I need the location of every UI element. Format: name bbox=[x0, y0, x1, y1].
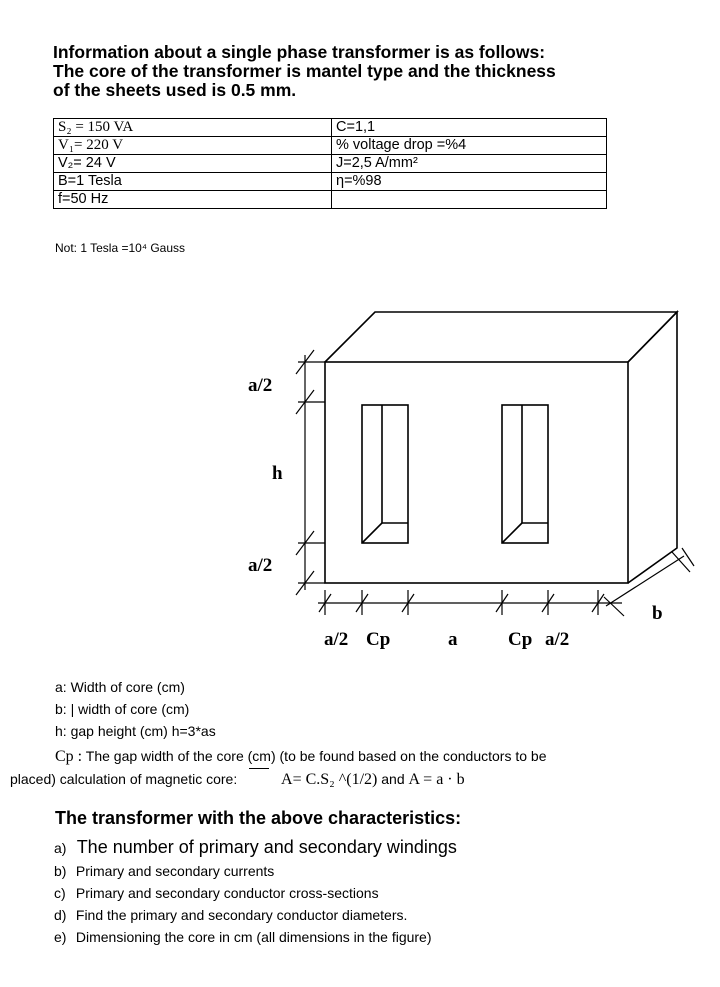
dimension-lines bbox=[296, 350, 694, 616]
core-top-face bbox=[325, 312, 677, 362]
task-text-c: Primary and secondary conductor cross-sections bbox=[75, 885, 379, 901]
label-bottom-cp-left: Cp bbox=[366, 629, 391, 650]
list-item bbox=[54, 904, 457, 926]
task-list bbox=[54, 834, 457, 948]
param-v2: V₂= 24 V bbox=[54, 155, 332, 173]
cp-definition bbox=[10, 745, 715, 791]
cp-text: The gap width of the core (cm) (to be found based on the conductors to be bbox=[85, 748, 547, 764]
param-f: f=50 Hz bbox=[54, 191, 332, 209]
param-s2: S₂ = 150 VA bbox=[54, 119, 332, 137]
task-text-d: Find the primary and secondary conductor diameters. bbox=[75, 907, 408, 923]
label-b: b bbox=[652, 603, 663, 624]
intro-line-2: The core of the transformer is mantel type and the thickness bbox=[53, 61, 556, 81]
intro-line-1: Information about a single phase transformer is as follows: bbox=[53, 42, 546, 62]
formula-ab: A = a · b bbox=[408, 771, 465, 788]
label-bottom-a: a bbox=[448, 629, 458, 650]
param-efficiency: η=%98 bbox=[332, 173, 607, 191]
core-front-face bbox=[325, 362, 628, 583]
tasks-heading: The transformer with the above characteristics: bbox=[55, 808, 462, 828]
definitions bbox=[55, 676, 216, 742]
list-item bbox=[54, 882, 457, 904]
param-c: C=1,1 bbox=[332, 119, 607, 137]
depth-dimension-line bbox=[606, 556, 684, 606]
task-text-a: The number of primary and secondary windings bbox=[76, 837, 457, 857]
formula-area: A= C.S₂ ^(1/2) bbox=[281, 771, 378, 788]
task-label-e: e) bbox=[54, 929, 67, 945]
calc-text: placed) calculation of magnetic core: bbox=[10, 771, 238, 787]
param-v1: V₁= 220 V bbox=[54, 137, 332, 155]
overline-mark bbox=[249, 768, 269, 769]
definition-b: b: | width of core (cm) bbox=[55, 701, 190, 717]
right-window-inner bbox=[522, 405, 548, 523]
definition-h: h: gap height (cm) h=3*as bbox=[55, 723, 216, 739]
task-label-a: a) bbox=[54, 840, 67, 856]
list-item bbox=[54, 926, 457, 948]
left-window-edge bbox=[362, 523, 382, 543]
task-label-b: b) bbox=[54, 863, 67, 879]
tesla-note: Not: 1 Tesla =10⁴ Gauss bbox=[55, 241, 186, 255]
label-bottom-cp-right: Cp bbox=[508, 629, 533, 650]
cp-prefix: Cp : bbox=[55, 748, 83, 765]
left-window-inner bbox=[382, 405, 408, 523]
definition-a: a: Width of core (cm) bbox=[55, 679, 185, 695]
list-item bbox=[54, 834, 457, 860]
param-voltage-drop: % voltage drop =%4 bbox=[332, 137, 607, 155]
core-drawing bbox=[325, 312, 677, 583]
task-text-e: Dimensioning the core in cm (all dimensions in the figure) bbox=[75, 929, 432, 945]
task-text-b: Primary and secondary currents bbox=[75, 863, 275, 879]
core-right-face bbox=[628, 312, 677, 583]
task-label-d: d) bbox=[54, 907, 67, 923]
label-h: h bbox=[272, 463, 283, 484]
label-a2-bottom: a/2 bbox=[248, 555, 273, 576]
list-item bbox=[54, 860, 457, 882]
param-j: J=2,5 A/mm² bbox=[332, 155, 607, 173]
label-a2-top: a/2 bbox=[248, 375, 273, 396]
label-bottom-a2-left: a/2 bbox=[324, 629, 349, 650]
formula-and: and bbox=[381, 771, 405, 787]
label-bottom-a2-right: a/2 bbox=[545, 629, 570, 650]
right-window-edge bbox=[502, 523, 522, 543]
task-label-c: c) bbox=[54, 885, 66, 901]
param-b: B=1 Tesla bbox=[54, 173, 332, 191]
intro-line-3: of the sheets used is 0.5 mm. bbox=[53, 80, 297, 100]
